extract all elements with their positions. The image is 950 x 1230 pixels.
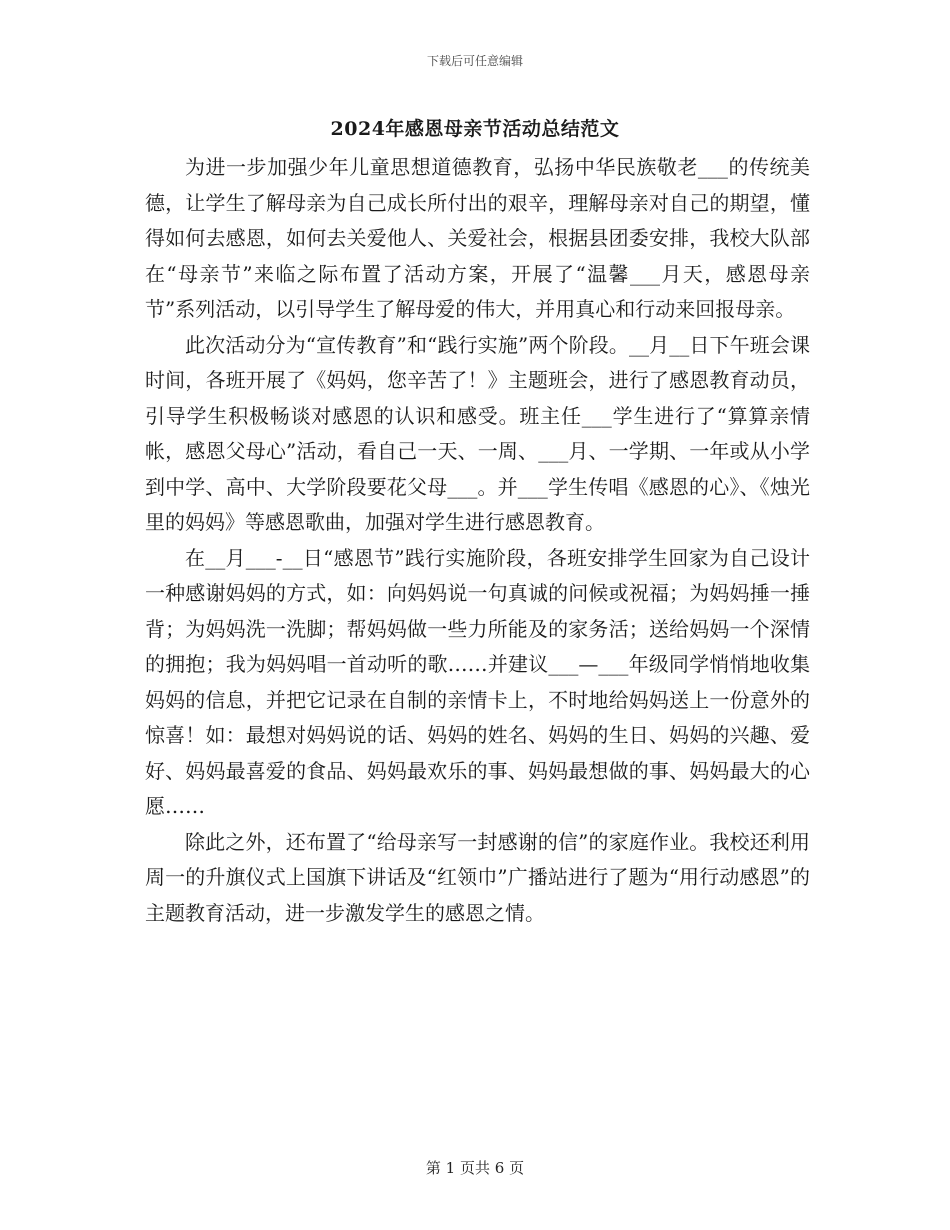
paragraph-stages: 此次活动分为“宣传教育”和“践行实施”两个阶段。__月__日下午班会课时间，各班开展了《妈妈，您辛苦了！》主题班会，进行了感恩教育动员，引导学生积极畅谈对感恩的认识和感受。班主任___学生进行了“算算亲情帐，感恩父母心”活动，看自己一天、一周、___月、一学期、一年或从小学到中学、高中、大学阶段要花父母___。并___学生传唱《感恩的心》、《烛光里的妈妈》等感恩歌曲，加强对学生进行感恩教育。 [145, 332, 810, 534]
page-number: 第 1 页共 6 页 [425, 1159, 525, 1177]
paragraph-intro: 为进一步加强少年儿童思想道德教育，弘扬中华民族敬老___的传统美德，让学生了解母亲为自己成长所付出的艰辛，理解母亲对自己的期望，懂得如何去感恩，如何去关爱他人、关爱社会，根据县团委安排，我校大队部在“母亲节”来临之际布置了活动方案，开展了“温馨___月天，感恩母亲节”系列活动，以引导学生了解母爱的伟大，并用真心和行动来回报母亲。 [145, 155, 810, 321]
paragraph-practice: 在__月___-__日“感恩节”践行实施阶段，各班安排学生回家为自己设计一种感谢妈妈的方式，如：向妈妈说一句真诚的问候或祝福；为妈妈捶一捶背；为妈妈洗一洗脚；帮妈妈做一些力所能及的家务活；送给妈妈一个深情的拥抱；我为妈妈唱一首动听的歌……并建议___—___年级同学悄悄地收集妈妈的信息，并把它记录在自制的亲情卡上，不时地给妈妈送上一份意外的惊喜！如：最想对妈妈说的话、妈妈的姓名、妈妈的生日、妈妈的兴趣、爱好、妈妈最喜爱的食品、妈妈最欢乐的事、妈妈最想做的事、妈妈最大的心愿…… [145, 545, 810, 818]
paragraph-additional: 除此之外，还布置了“给母亲写一封感谢的信”的家庭作业。我校还利用周一的升旗仪式上国旗下讲话及“红领巾”广播站进行了题为“用行动感恩”的主题教育活动，进一步激发学生的感恩之情。 [145, 829, 810, 925]
document-body [145, 150, 810, 931]
header-note: 下载后可任意编辑 [426, 54, 523, 68]
document-title: 2024年感恩母亲节活动总结范文 [330, 118, 620, 140]
